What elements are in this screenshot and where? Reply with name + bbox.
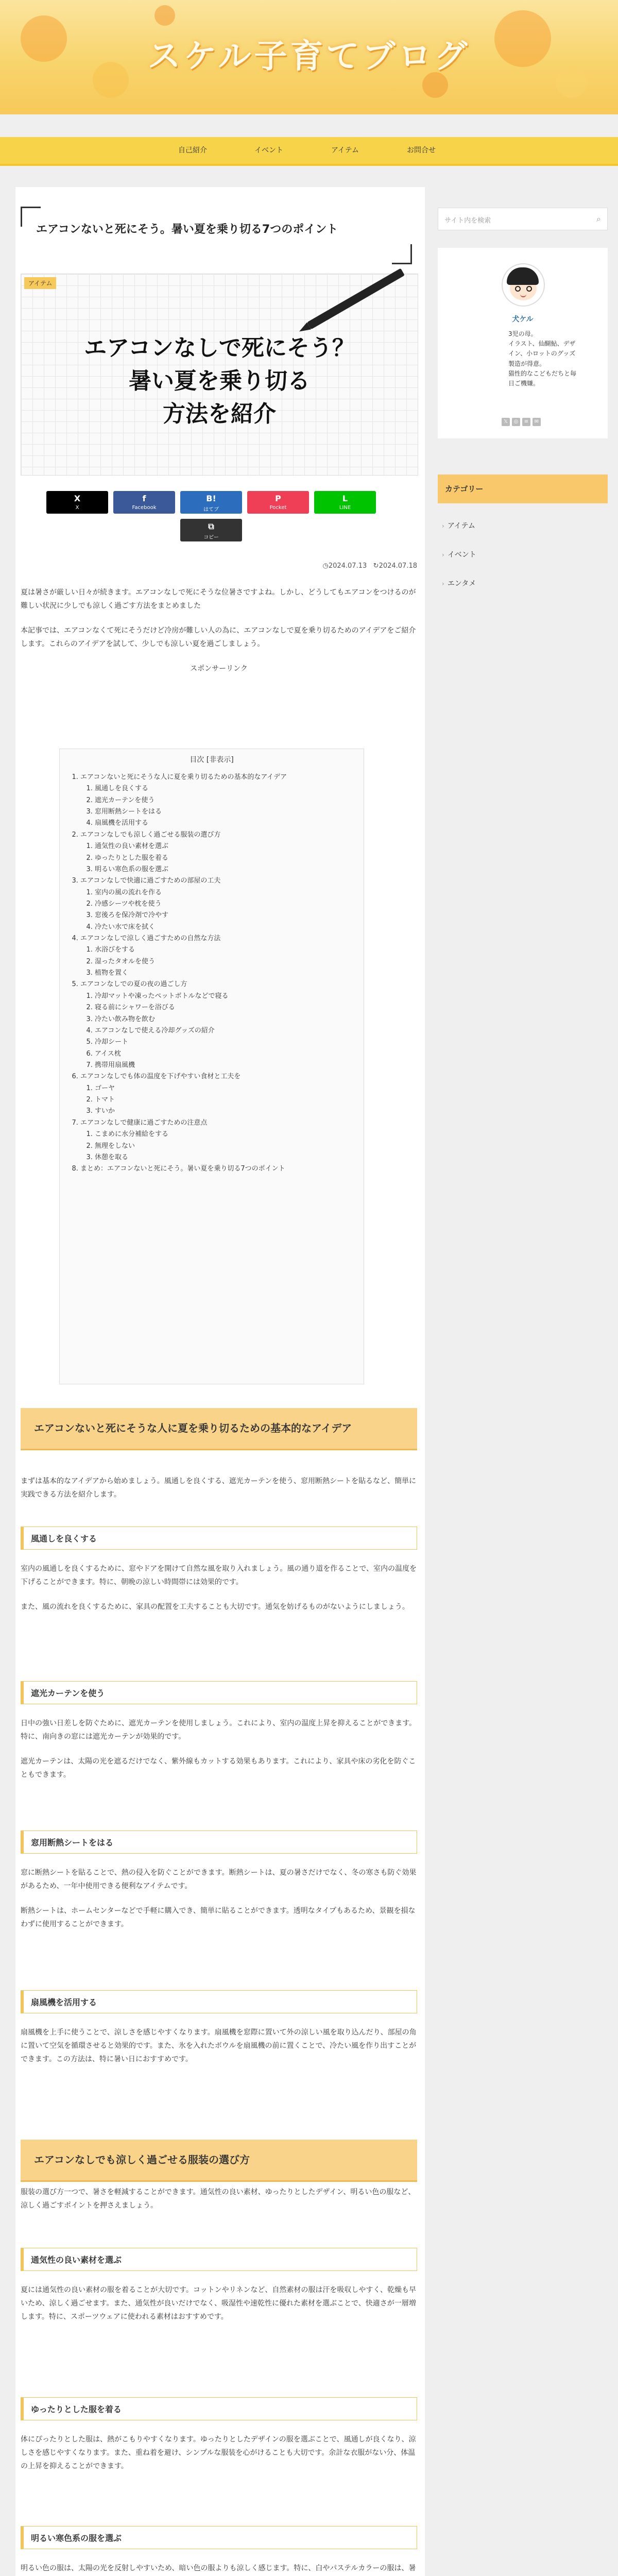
toc-subitem[interactable]: 2. 遮光カーテンを使う xyxy=(95,795,364,806)
toc-title[interactable]: 目次 [非表示] xyxy=(190,756,234,764)
update-icon: ↻ xyxy=(373,562,379,570)
toc-subitem[interactable]: 3. 窓後ろを保冷剤で冷やす xyxy=(95,910,364,921)
subsection-body xyxy=(21,1717,417,1793)
toc-subitem[interactable]: 4. 冷たい水で床を拭く xyxy=(95,922,364,933)
toc-subitem[interactable]: 2. 冷感シーツや枕を使う xyxy=(95,899,364,910)
share-label: Facebook xyxy=(132,505,157,511)
paragraph: 体にぴったりとした服は、熱がこもりやすくなります。ゆったりとしたデザインの服を選ぶことで、風通しが良くなり、涼しさを感じやすくなります。また、重ね着を避け、シンプルな服装を心がけることも大切です。余計な衣服がない分、体温の上昇を抑えることができます。 xyxy=(21,2435,416,2470)
nav-item-about[interactable]: 自己紹介 xyxy=(178,146,207,155)
toc-subitem[interactable]: 2. 無理をしない xyxy=(95,1141,364,1152)
toc-link[interactable]: エアコンないと死にそうな人に夏を乗り切るための基本的なアイデア xyxy=(80,773,287,781)
category-item[interactable] xyxy=(438,569,608,598)
intro-text xyxy=(21,586,417,687)
search-input[interactable]: サイト内を検索 xyxy=(444,217,491,225)
toc-subitem[interactable]: 3. すいか xyxy=(95,1106,364,1117)
toc-subitem[interactable]: 7. 携帯用扇風機 xyxy=(95,1060,364,1071)
toc-sublist xyxy=(80,991,364,1072)
subsection-heading: 扇風機を活用する xyxy=(21,1990,417,2013)
feed-icon[interactable]: ≡ xyxy=(522,418,530,426)
toc-link[interactable]: まとめ：エアコンないと死にそう。暑い夏を乗り切る7つのポイント xyxy=(80,1165,285,1173)
share-label: コピー xyxy=(203,535,219,540)
hatena-icon: B! xyxy=(206,494,216,503)
toc-item[interactable] xyxy=(80,772,364,829)
profile-line: 猫性的なこどもだちと毎日ご機嫌。 xyxy=(508,369,577,387)
updated-date: 2024.07.18 xyxy=(379,562,417,570)
header-decoration xyxy=(154,5,175,26)
sidebar xyxy=(438,187,608,702)
share-line-button[interactable] xyxy=(314,491,376,514)
toc-subitem[interactable]: 3. 植物を置く xyxy=(95,968,364,979)
toc-sublist xyxy=(80,841,364,875)
subsection-heading: 通気性の良い素材を選ぶ xyxy=(21,2248,417,2271)
categories-heading: カテゴリー xyxy=(438,474,608,503)
toc-subitem[interactable]: 5. 冷却シート xyxy=(95,1037,364,1048)
profile-line: イラスト、仙醐鮎、デザイン、小ロットのグッズ製造が得意。 xyxy=(508,340,576,367)
eyecatch-headline xyxy=(21,332,418,430)
toc-subitem[interactable]: 3. 冷たい飲み物を飲む xyxy=(95,1014,364,1025)
x-icon[interactable]: 𝕏 xyxy=(502,418,510,426)
toc-subitem[interactable]: 2. 寝る前にシャワーを浴びる xyxy=(95,1002,364,1013)
line-icon: L xyxy=(342,494,348,503)
toc-subitem[interactable]: 3. 明るい寒色系の服を選ぶ xyxy=(95,864,364,875)
toc-subitem[interactable]: 6. アイス枕 xyxy=(95,1048,364,1060)
category-list xyxy=(438,512,608,598)
section-heading: エアコンないと死にそうな人に夏を乗り切るための基本的なアイデア xyxy=(21,1408,417,1449)
subsection-body xyxy=(21,1867,417,1943)
main-content xyxy=(15,187,425,2576)
nav-item-event[interactable]: イベント xyxy=(254,146,283,155)
toc-subitem[interactable]: 1. 通気性の良い素材を選ぶ xyxy=(95,841,364,852)
toc-subitem[interactable]: 1. 水浴びをする xyxy=(95,944,364,956)
toc-item[interactable] xyxy=(80,979,364,1071)
paragraph: 服装の選び方一つで、暑さを軽減することができます。通気性の良い素材、ゆったりとしたデザイン、明るい色の服など、涼しく過ごすポイントを押さえましょう。 xyxy=(21,2188,416,2210)
avatar-eye xyxy=(526,286,532,292)
toc-subitem[interactable]: 1. ゴーヤ xyxy=(95,1083,364,1094)
toc-list xyxy=(60,772,364,1175)
profile-description xyxy=(508,329,580,388)
toc-link[interactable]: エアコンなしで健康に過ごすための注意点 xyxy=(80,1118,208,1127)
category-label: アイテム xyxy=(447,522,475,530)
toc-item[interactable] xyxy=(80,875,364,933)
subsection-heading: 窓用断熱シートをはる xyxy=(21,1831,417,1854)
chevron-right-icon: › xyxy=(442,522,444,530)
toc-item[interactable] xyxy=(80,1117,364,1163)
search-icon[interactable]: ⌕ xyxy=(596,214,601,224)
category-label: イベント xyxy=(447,551,476,559)
toc-link[interactable]: エアコンなしでの夏の夜の過ごし方 xyxy=(80,980,187,989)
post-title: エアコンないと死にそう。暑い夏を乗り切る7つのポイント xyxy=(36,223,338,236)
share-x-button[interactable] xyxy=(46,491,108,514)
chevron-right-icon: › xyxy=(442,551,444,558)
subsection-body xyxy=(21,1563,417,1625)
toc-link[interactable]: エアコンなしで涼しく過ごすための自然な方法 xyxy=(80,935,221,943)
paragraph: 室内の風通しを良くするために、窓やドアを開けて自然な風を取り入れましょう。風の通り道を作ることで、室内の温度を下げることができます。特に、朝晩の涼しい時間帯には効果的です。 xyxy=(21,1565,417,1586)
profile-widget xyxy=(438,248,608,438)
category-label: エンタメ xyxy=(447,580,476,588)
copy-link-button[interactable] xyxy=(180,519,242,541)
toc-subitem[interactable]: 3. 休憩を取る xyxy=(95,1152,364,1163)
subsection-body xyxy=(21,2562,417,2576)
profile-line: 3児の母。 xyxy=(508,330,537,337)
paragraph: 本記事では、エアコンなくて死にそうだけど冷房が難しい人の為に、エアコンなしで夏を乗り切るためのアイデアをご紹介します。これらのアイデアを試して、少しでも涼しい夏を過ごしましょう。 xyxy=(21,626,416,648)
toc-item[interactable] xyxy=(80,1163,364,1175)
toc-sublist xyxy=(80,944,364,979)
toc-subitem[interactable]: 2. ゆったりとした服を着る xyxy=(95,853,364,864)
category-badge[interactable]: アイテム xyxy=(24,277,56,289)
avatar-hair xyxy=(507,267,539,285)
category-item[interactable] xyxy=(438,540,608,569)
subsection-body xyxy=(21,2433,417,2485)
toc-sublist xyxy=(80,1083,364,1117)
toc-sublist xyxy=(80,887,364,933)
eyecatch-line: エアコンなしで死にそう？ xyxy=(84,335,355,361)
instagram-icon[interactable]: ◎ xyxy=(512,418,520,426)
toc-sublist xyxy=(80,1129,364,1163)
pencil-icon xyxy=(307,268,405,330)
paragraph: 窓に断熱シートを貼ることで、熱の侵入を防ぐことができます。断熱シートは、夏の暑さだけでなく、冬の寒さも防ぐ効果があるため、一年中使用できる便利なアイテムです。 xyxy=(21,1869,417,1890)
avatar-eye xyxy=(515,286,521,292)
subsection-heading: 明るい寒色系の服を選ぶ xyxy=(21,2526,417,2549)
section-lead xyxy=(21,2186,417,2224)
site-header xyxy=(0,0,618,114)
share-facebook-button[interactable] xyxy=(113,491,175,514)
eyecatch-image xyxy=(21,274,418,476)
paragraph: 日中の強い日差しを防ぐために、遮光カーテンを使用しましょう。これにより、室内の温度上昇を抑えることができます。特に、南向きの窓には遮光カーテンが効果的です。 xyxy=(21,1719,417,1741)
toc-subitem[interactable]: 1. こまめに水分補給をする xyxy=(95,1129,364,1140)
copy-icon: ⧉ xyxy=(208,521,214,531)
pocket-icon: P xyxy=(275,494,281,503)
subsection-body xyxy=(21,2284,417,2335)
post-header xyxy=(21,207,412,264)
site-title[interactable]: スケル子育てブログ xyxy=(147,37,471,76)
subsection-heading: 風通しを良くする xyxy=(21,1527,417,1550)
paragraph: 扇風機を上手に使うことで、涼しさを感じやすくなります。扇風機を窓際に置いて外の涼しい風を取り込んだり、部屋の角に置いて空気を循環させると効果的です。また、氷を入れたボウルを扇風機の前に置くことで、冷たい風を作り出すことができます。この方法は、特に暑い日におすすめです。 xyxy=(21,2028,417,2063)
profile-name[interactable]: 犬ケル xyxy=(512,315,534,324)
toc-subitem[interactable]: 2. トマト xyxy=(95,1094,364,1106)
toc-item[interactable] xyxy=(80,829,364,875)
toc-link[interactable]: エアコンなしでも涼しく過ごせる服装の選び方 xyxy=(80,831,221,839)
search-box[interactable] xyxy=(438,208,608,230)
share-label: はてブ xyxy=(203,507,219,513)
share-label: Pocket xyxy=(269,505,287,511)
sponsor-label: スポンサーリンク xyxy=(190,664,248,673)
toc-subitem[interactable]: 1. 風通しを良くする xyxy=(95,783,364,794)
avatar xyxy=(502,263,545,307)
table-of-contents xyxy=(59,749,364,1384)
section-lead xyxy=(21,1475,417,1513)
facebook-icon: f xyxy=(142,494,146,503)
paragraph: まずは基本的なアイデアから始めましょう。風通しを良くする、遮光カーテンを使う、窓用断熱シートを貼るなど、簡単に実践できる方法を紹介します。 xyxy=(21,1477,417,1499)
toc-subitem[interactable]: 3. 窓用断熱シートをはる xyxy=(95,806,364,818)
subsection-heading: ゆったりとした服を着る xyxy=(21,2397,417,2420)
section-heading: エアコンなしでも涼しく過ごせる服装の選び方 xyxy=(21,2140,417,2180)
paragraph: 遮光カーテンは、太陽の光を遮るだけでなく、紫外線もカットする効果もあります。これにより、家具や床の劣化を防ぐこともできます。 xyxy=(21,1757,416,1779)
share-pocket-button[interactable] xyxy=(247,491,309,514)
toc-item[interactable] xyxy=(80,1071,364,1117)
subsection-heading: 遮光カーテンを使う xyxy=(21,1681,417,1704)
chevron-right-icon: › xyxy=(442,580,444,587)
toc-subitem[interactable]: 1. 冷却マットや凍ったペットボトルなどで寝る xyxy=(95,991,364,1002)
mail-icon[interactable]: ✉ xyxy=(533,418,541,426)
nav-item-item[interactable]: アイテム xyxy=(331,146,359,155)
category-item[interactable] xyxy=(438,512,608,540)
nav-item-contact[interactable]: お問合せ xyxy=(407,146,436,155)
toc-item[interactable] xyxy=(80,933,364,979)
toc-subitem[interactable]: 2. 湿ったタオルを使う xyxy=(95,956,364,968)
post-dates xyxy=(252,562,417,570)
toc-sublist xyxy=(80,783,364,829)
eyecatch-line: 暑い夏を乗り切る xyxy=(129,367,310,394)
toc-link[interactable]: エアコンなしで快適に過ごすための部屋の工夫 xyxy=(80,877,221,885)
toc-subitem[interactable]: 1. 室内の風の流れを作る xyxy=(95,887,364,899)
toc-link[interactable]: エアコンなしでも体の温度を下げやすい食材と工夫を xyxy=(80,1073,241,1081)
paragraph: 明るい色の服は、太陽の光を反射しやすいため、暗い色の服よりも涼しく感じます。特に、白やパステルカラーの服は、暑 xyxy=(21,2564,416,2572)
toc-subitem[interactable]: 4. 扇風機を活用する xyxy=(95,818,364,829)
paragraph: 断熱シートは、ホームセンターなどで手軽に購入でき、簡単に貼ることができます。透明なタイプもあるため、景観を損なわずに使用することができます。 xyxy=(21,1906,416,1928)
profile-social-links xyxy=(502,418,553,426)
paragraph: 夏は暑さが厳しい日々が続きます。エアコンなしで死にそうな位暑さですよね。しかし、どうしてもエアコンをつけるのが難しい状況に少しでも涼しく過ごす方法をまとめました xyxy=(21,588,416,610)
share-hatena-button[interactable] xyxy=(180,491,242,514)
global-nav xyxy=(0,137,618,166)
share-label: X xyxy=(75,505,79,511)
clock-icon: ◷ xyxy=(322,562,329,570)
title-corner-decoration xyxy=(392,244,412,264)
x-icon: X xyxy=(74,494,81,503)
share-label: LINE xyxy=(339,505,351,511)
eyecatch-line: 方法を紹介 xyxy=(163,400,276,427)
published-date: 2024.07.13 xyxy=(328,562,367,570)
toc-subitem[interactable]: 4. エアコンなしで使える冷却グッズの紹介 xyxy=(95,1025,364,1037)
paragraph: また、風の流れを良くするために、家具の配置を工夫することも大切です。通気を妨げるものがないようにしましょう。 xyxy=(21,1602,409,1611)
paragraph: 夏には通気性の良い素材の服を着ることが大切です。コットンやリネンなど、自然素材の服は汗を吸収しやすく、乾燥も早いため、涼しく過ごせます。また、通気性が良いだけでなく、吸湿性や速乾性に優れた素材を選ぶことで、快適さが一層増します。特に、スポーツウェアに使われる素材はおすすめです。 xyxy=(21,2286,417,2321)
subsection-body xyxy=(21,2026,417,2078)
